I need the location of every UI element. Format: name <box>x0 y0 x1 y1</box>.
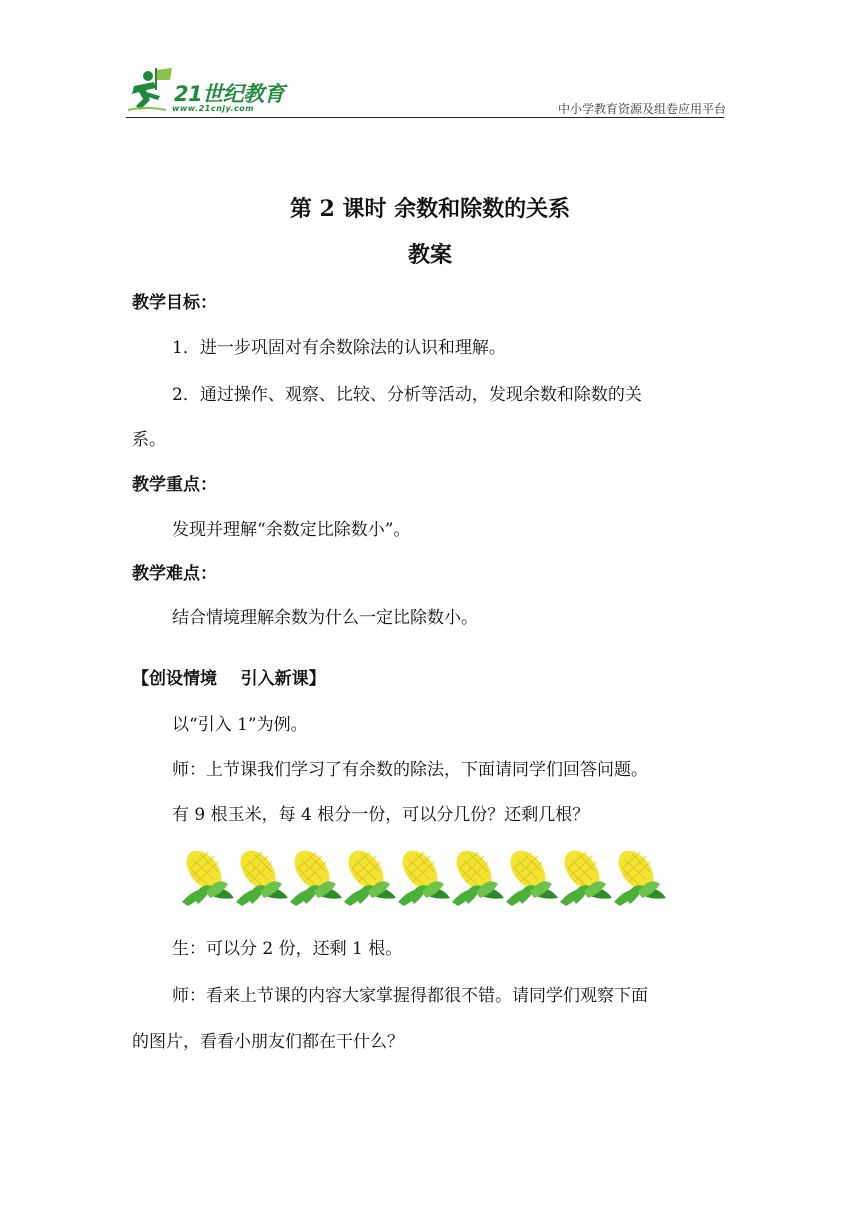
page-header <box>126 66 726 118</box>
logo <box>126 66 296 118</box>
intro-paragraph-5-line-2: 的图片，看看小朋友们都在干什么？ <box>132 1032 404 1052</box>
difficulty-heading: 教学难点： <box>132 564 217 584</box>
header-divider <box>126 117 724 118</box>
logo-url: www.21cnjy.com <box>172 104 255 113</box>
corn-icon <box>286 846 344 908</box>
runner-logo-icon <box>126 66 174 116</box>
page-subtitle: 教案 <box>407 242 452 268</box>
key-point-heading: 教学重点： <box>132 475 217 495</box>
intro-paragraph-4: 生：可以分 2 份，还剩 1 根。 <box>172 939 403 959</box>
key-point-text: 发现并理解“余数定比除数小”。 <box>172 520 411 540</box>
corn-illustration <box>178 846 668 908</box>
page-title: 第 2 课时 余数和除数的关系 <box>289 196 571 222</box>
intro-heading: 【创设情境 引入新课】 <box>132 669 326 689</box>
intro-paragraph-2: 师：上节课我们学习了有余数的除法，下面请同学们回答问题。 <box>172 760 648 780</box>
intro-paragraph-1: 以“引入 1”为例。 <box>172 715 308 735</box>
corn-icon <box>556 846 614 908</box>
platform-tagline: 中小学教育资源及组卷应用平台 <box>557 102 726 116</box>
logo-text: 21世纪教育 <box>174 82 285 106</box>
corn-icon <box>232 846 290 908</box>
corn-icon <box>502 846 560 908</box>
difficulty-text: 结合情境理解余数为什么一定比除数小。 <box>172 608 478 628</box>
intro-paragraph-5-line-1: 师：看来上节课的内容大家掌握得都很不错。请同学们观察下面 <box>172 986 648 1006</box>
goals-heading: 教学目标： <box>132 293 217 313</box>
corn-icon <box>448 846 506 908</box>
goal-2-line-1: 2．通过操作、观察、比较、分析等活动，发现余数和除数的关 <box>172 385 642 405</box>
corn-icon <box>340 846 398 908</box>
intro-paragraph-3: 有 9 根玉米，每 4 根分一份，可以分几份？还剩几根？ <box>172 805 590 825</box>
corn-icon <box>394 846 452 908</box>
corn-icon <box>610 846 668 908</box>
goal-1: 1．进一步巩固对有余数除法的认识和理解。 <box>172 338 506 358</box>
goal-2-line-2: 系。 <box>132 430 166 450</box>
corn-icon <box>178 846 236 908</box>
